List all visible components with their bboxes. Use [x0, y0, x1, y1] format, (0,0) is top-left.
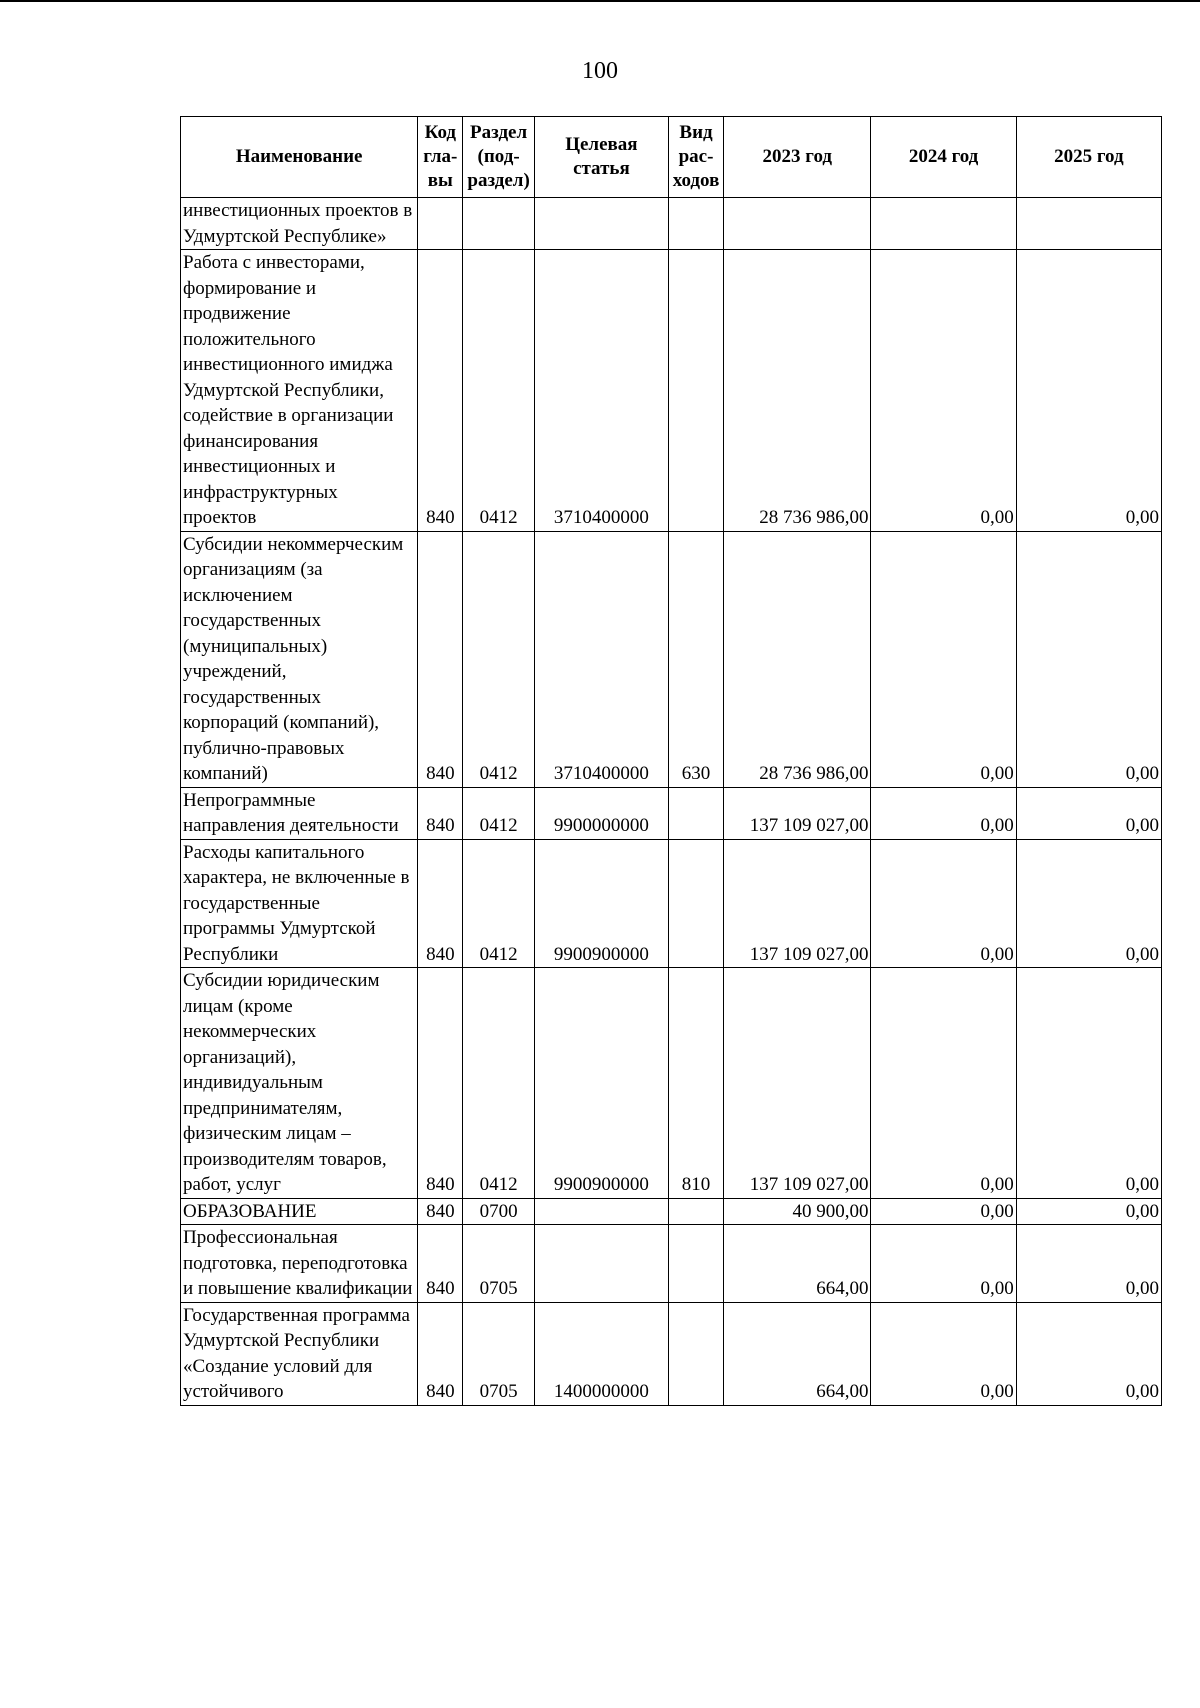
- cell-expense-type: [668, 250, 723, 532]
- top-rule: [0, 0, 1200, 2]
- cell-expense-type: [668, 198, 723, 250]
- cell-2025: 0,00: [1016, 250, 1161, 532]
- col-header-expense-type: Вид рас-ходов: [668, 117, 723, 198]
- table-row: [181, 1198, 1162, 1225]
- cell-target: 1400000000: [534, 1302, 668, 1405]
- cell-section: 0700: [463, 1198, 535, 1225]
- col-header-target: Целевая статья: [534, 117, 668, 198]
- cell-2024: 0,00: [871, 250, 1016, 532]
- cell-name: Субсидии некоммерческим организациям (за исключением государственных (муниципальных) учреждений, государственных корпораций (компаний), публично-правовых компаний): [181, 531, 418, 787]
- cell-section: 0705: [463, 1225, 535, 1303]
- cell-name: Работа с инвесторами, формирование и продвижение положительного инвестиционного имиджа Удмуртской Республики, содействие в организации финансирования инвестиционных и инфраструктурных проектов: [181, 250, 418, 532]
- table-row: [181, 1302, 1162, 1405]
- cell-section: 0412: [463, 250, 535, 532]
- cell-2025: 0,00: [1016, 968, 1161, 1199]
- cell-2024: 0,00: [871, 787, 1016, 839]
- header-row: [181, 117, 1162, 198]
- col-header-2025: 2025 год: [1016, 117, 1161, 198]
- cell-chapter: [418, 198, 463, 250]
- cell-2024: 0,00: [871, 839, 1016, 968]
- cell-2023: 664,00: [724, 1225, 871, 1303]
- cell-target: [534, 1198, 668, 1225]
- cell-target: [534, 1225, 668, 1303]
- cell-chapter: 840: [418, 1225, 463, 1303]
- cell-2024: 0,00: [871, 531, 1016, 787]
- cell-target: 3710400000: [534, 250, 668, 532]
- table-row: [181, 531, 1162, 787]
- cell-expense-type: [668, 839, 723, 968]
- cell-2025: 0,00: [1016, 1198, 1161, 1225]
- col-header-section: Раздел (под-раздел): [463, 117, 535, 198]
- cell-2025: 0,00: [1016, 531, 1161, 787]
- cell-2025: 0,00: [1016, 1302, 1161, 1405]
- cell-2025: [1016, 198, 1161, 250]
- col-header-chapter: Код гла-вы: [418, 117, 463, 198]
- cell-2023: 137 109 027,00: [724, 787, 871, 839]
- cell-name: инвестиционных проектов в Удмуртской Республике»: [181, 198, 418, 250]
- cell-section: 0412: [463, 968, 535, 1199]
- cell-2023: [724, 198, 871, 250]
- table-row: [181, 1225, 1162, 1303]
- cell-expense-type: [668, 1302, 723, 1405]
- table-row: [181, 968, 1162, 1199]
- cell-name: Непрограммные направления деятельности: [181, 787, 418, 839]
- cell-2025: 0,00: [1016, 839, 1161, 968]
- cell-2024: 0,00: [871, 1302, 1016, 1405]
- cell-expense-type: 630: [668, 531, 723, 787]
- cell-2024: [871, 198, 1016, 250]
- cell-chapter: 840: [418, 1198, 463, 1225]
- table-row: [181, 839, 1162, 968]
- cell-2024: 0,00: [871, 968, 1016, 1199]
- cell-target: 9900900000: [534, 968, 668, 1199]
- cell-2023: 28 736 986,00: [724, 531, 871, 787]
- cell-2023: 664,00: [724, 1302, 871, 1405]
- cell-section: [463, 198, 535, 250]
- cell-expense-type: [668, 787, 723, 839]
- cell-2023: 137 109 027,00: [724, 968, 871, 1199]
- cell-name: Государственная программа Удмуртской Республики «Создание условий для устойчивого: [181, 1302, 418, 1405]
- col-header-2024: 2024 год: [871, 117, 1016, 198]
- cell-2023: 137 109 027,00: [724, 839, 871, 968]
- col-header-name: Наименование: [181, 117, 418, 198]
- cell-2023: 28 736 986,00: [724, 250, 871, 532]
- page-number: 100: [582, 58, 618, 84]
- cell-expense-type: [668, 1225, 723, 1303]
- cell-chapter: 840: [418, 787, 463, 839]
- table-row: [181, 787, 1162, 839]
- cell-2025: 0,00: [1016, 1225, 1161, 1303]
- cell-expense-type: 810: [668, 968, 723, 1199]
- cell-target: [534, 198, 668, 250]
- cell-target: 9900900000: [534, 839, 668, 968]
- cell-target: 9900000000: [534, 787, 668, 839]
- cell-expense-type: [668, 1198, 723, 1225]
- cell-section: 0412: [463, 531, 535, 787]
- table-row: [181, 250, 1162, 532]
- cell-target: 3710400000: [534, 531, 668, 787]
- cell-2025: 0,00: [1016, 787, 1161, 839]
- cell-chapter: 840: [418, 531, 463, 787]
- budget-table: [180, 116, 1162, 1406]
- cell-chapter: 840: [418, 1302, 463, 1405]
- cell-name: ОБРАЗОВАНИЕ: [181, 1198, 418, 1225]
- cell-name: Субсидии юридическим лицам (кроме некоммерческих организаций), индивидуальным предпринимателям, физическим лицам – производителям товаров, работ, услуг: [181, 968, 418, 1199]
- cell-2024: 0,00: [871, 1225, 1016, 1303]
- cell-chapter: 840: [418, 839, 463, 968]
- cell-section: 0705: [463, 1302, 535, 1405]
- cell-chapter: 840: [418, 968, 463, 1199]
- col-header-2023: 2023 год: [724, 117, 871, 198]
- cell-2024: 0,00: [871, 1198, 1016, 1225]
- cell-name: Расходы капитального характера, не включенные в государственные программы Удмуртской Республики: [181, 839, 418, 968]
- cell-section: 0412: [463, 839, 535, 968]
- cell-2023: 40 900,00: [724, 1198, 871, 1225]
- table-row: [181, 198, 1162, 250]
- cell-section: 0412: [463, 787, 535, 839]
- cell-name: Профессиональная подготовка, переподготовка и повышение квалификации: [181, 1225, 418, 1303]
- cell-chapter: 840: [418, 250, 463, 532]
